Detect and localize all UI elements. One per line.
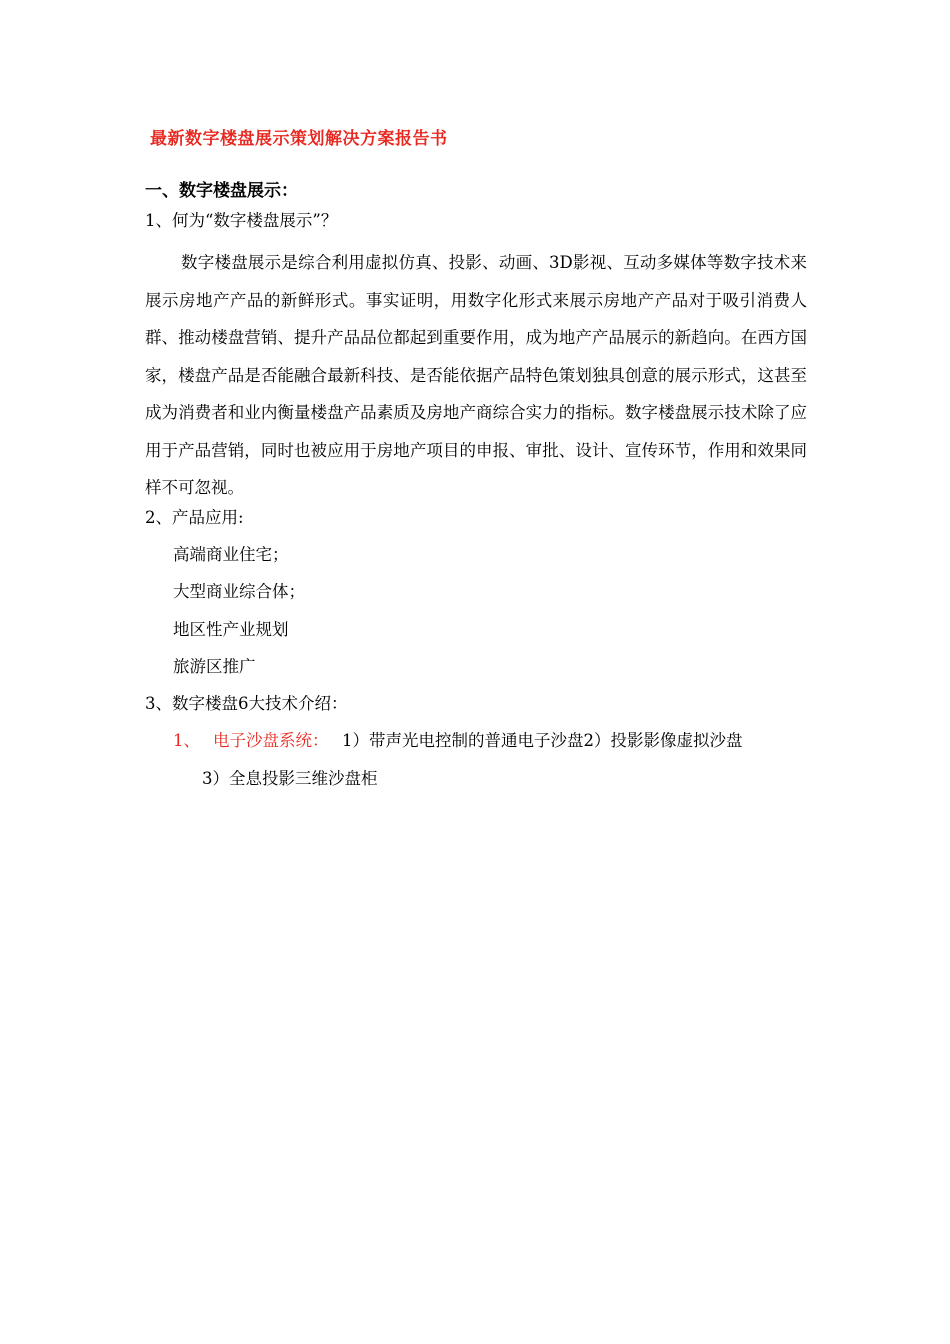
section-heading: 一、数字楼盘展示： [145,181,298,201]
question-3: 3、数字楼盘6大技术介绍： [145,694,348,713]
application-item: 地区性产业规划 [173,620,289,639]
application-item: 旅游区推广 [173,657,256,676]
application-item: 大型商业综合体； [173,582,305,601]
tech-1-number: 1、 [173,731,200,750]
tech-1-name: 电子沙盘系统： [213,731,329,750]
application-item: 高端商业住宅； [173,545,289,564]
tech-1-desc-continued: 3）全息投影三维沙盘柜 [202,769,378,788]
intro-paragraph: 数字楼盘展示是综合利用虚拟仿真、投影、动画、3D影视、互动多媒体等数字技术来展示房地产产品的新鲜形式。事实证明，用数字化形式来展示房地产产品对于吸引消费人群、推动楼盘营销、提升产品品位都起到重要作用，成为地产产品展示的新趋向。在西方国家，楼盘产品是否能融合最新科技、是否能依据产品特色策划独具创意的展示形式，这甚至成为消费者和业内衡量楼盘产品素质及房地产商综合实力的指标。数字楼盘展示技术除了应用于产品营销，同时也被应用于房地产项目的申报、审批、设计、宣传环节，作用和效果同样不可忽视。 [145,253,807,497]
question-1: 1、何为“数字楼盘展示”？ [145,211,338,230]
tech-1-desc: 1）带声光电控制的普通电子沙盘2）投影影像虚拟沙盘 [342,731,743,750]
document-title: 最新数字楼盘展示策划解决方案报告书 [150,129,448,149]
question-2: 2、产品应用: [145,508,244,527]
